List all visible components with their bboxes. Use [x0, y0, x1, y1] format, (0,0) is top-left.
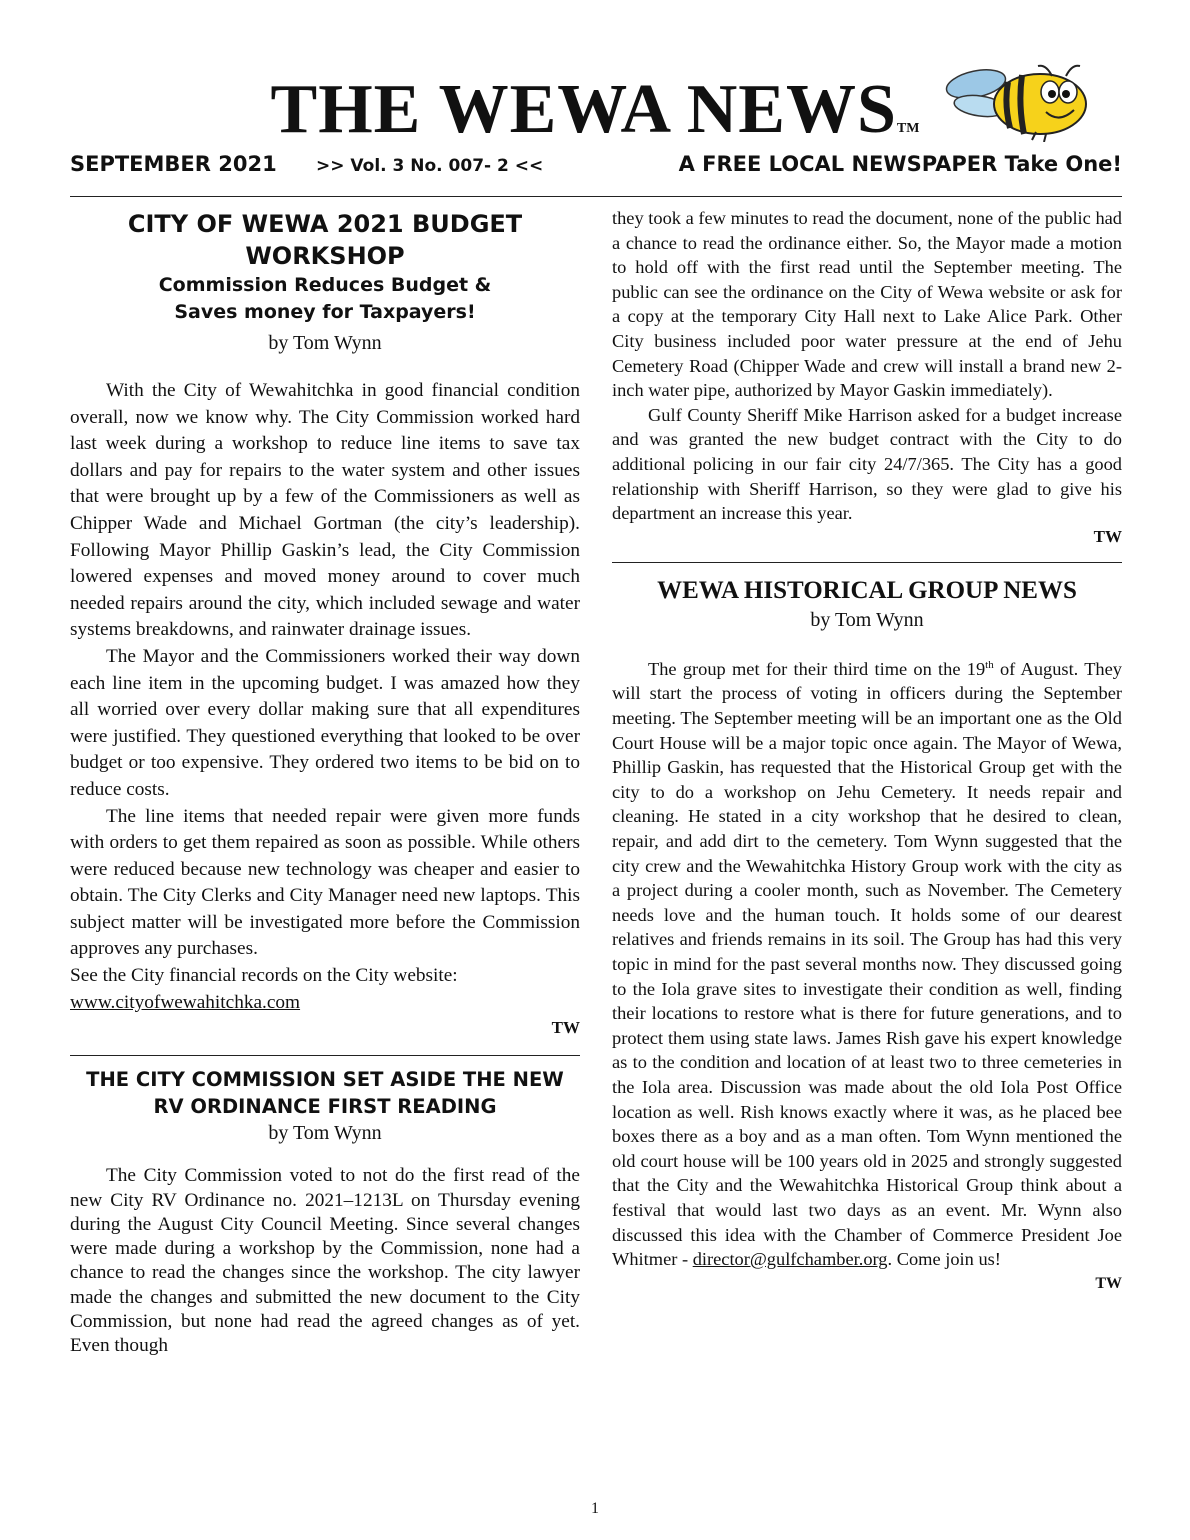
article2-paragraph-continued: they took a few minutes to read the document, none of the public had a chance to read the ordinance either. So, the Mayor made a motion to hold off with the first read until the September meeting. The public can see the ordinance on the City of Wewa website or ask for a copy at the temporary City Hall next to Lake Alice Park. Other City business included poor water pressure at the end of Jehu Cemetery Road (Chipper Wade and crew will install a brand new 2-inch water pipe, authorized by Mayor Gaskin immediately). — [612, 208, 1122, 401]
article1-paragraph: See the City financial records on the City website: — [70, 965, 458, 987]
article1-subhead1: Commission Reduces Budget & — [158, 274, 492, 296]
newspaper-title: THE WEWA NEWS — [270, 71, 897, 148]
article2-byline: by Tom Wynn — [268, 1122, 382, 1145]
bee-icon — [938, 62, 1103, 142]
article1-byline: by Tom Wynn — [268, 332, 382, 354]
article2-signature: TW — [1093, 526, 1122, 546]
article1-subhead2: Saves money for Taxpayers! — [174, 301, 476, 323]
article2-paragraph: The City Commission voted to not do the first read of the new City RV Ordinance no. 2021–1213L on Thursday evening during the August City Council Meeting. Since several changes were made during a workshop by the Commission, none had a chance to read the changes since the workshop. The city lawyer made the changes and submitted the new document to the City Commission, but none had read the agreed changes as of yet. Even though — [70, 1165, 580, 1357]
issue-date: SEPTEMBER 2021 — [70, 152, 277, 176]
article-divider — [612, 548, 1122, 563]
masthead-rule — [70, 196, 1122, 197]
left-column — [70, 208, 580, 1359]
article1-headline: CITY OF WEWA 2021 BUDGET WORKSHOP — [127, 210, 523, 270]
article3-byline: by Tom Wynn — [810, 608, 924, 631]
article-divider — [70, 1040, 580, 1056]
article1-paragraph: With the City of Wewahitchka in good financial condition overall, now we know why. The City Commission worked hard last week during a workshop to reduce line items to save tax dollars and pay for repairs to the water system and other issues that were brought up by a few of the Commissioners as well as Chipper Wade and Michael Gortman (the city’s leadership). Following Mayor Phillip Gaskin’s lead, the City Commission lowered expenses and moved money around to cover much needed repairs around the city, which included sewage and water systems breakdowns, and rainwater drainage issues. — [70, 380, 580, 641]
chamber-email-link[interactable]: director@gulfchamber.org — [692, 1249, 888, 1270]
city-website-link[interactable]: www.cityofwewahitchka.com — [70, 991, 301, 1013]
article3-headline: WEWA HISTORICAL GROUP NEWS — [657, 576, 1077, 604]
article1-signature: TW — [551, 1018, 580, 1038]
page-number: 1 — [591, 1500, 599, 1517]
article2-paragraph: Gulf County Sheriff Mike Harrison asked for a budget increase and was granted the new budget contract with the City to do additional policing in our fair city 24/7/365. The City has a good relationship with Sheriff Harrison, so they were glad to give his department an increase this year. — [612, 404, 1122, 524]
article3-paragraph: The group met for their third time on the 19th of August. They will start the process of voting in officers during the September meeting. The September meeting will be an important one as the Old Court House will be a major topic once again. The Mayor of Wewa, Phillip Gaskin, has requested that the Historical Group get with the city to do a workshop on Jehu Cemetery. It needs repair and cleaning. He stated in a city workshop that he desired to clean, repair, and add dirt to the cemetery. Tom Wynn suggested that the city crew and the Wewahitchka History Group work with the city as a project during a cooler month, such as November. The Cemetery needs love and the human touch. It holds some of our dearest relatives and friends remains in its soil. The Group has had this very topic in mind for the past several months now. They discussed going to the Iola grave sites to investigate their condition as well, finding their locations to restore what is there for future generations, and to protect them using state laws. James Rish gave his expert knowledge as to the condition and location of at least two to three cemeteries in the Iola area. Discussion was made about the old Iola Post Office location as well. Rish knows exactly where it was, as he placed bee boxes there as a boy and as a man often. Tom Wynn mentioned the old court house will be 100 years old in 2025 and strongly suggested that the City and the Wewahitchka Historical Group think about a festival that would last two days as an event. Mr. Wynn also discussed this idea with the Chamber of Commerce President Joe Whitmer - director@gulfchamber.org. Come join us! — [612, 658, 1122, 1270]
trademark-mark: TM — [896, 121, 920, 136]
article1-paragraph: The line items that needed repair were given more funds with orders to get them repaired as soon as possible. While others were reduced because new technology was cheaper and easier to obtain. The City Clerks and City Manager need new laptops. This subject matter will be investigated more before the Commission approves any purchases. — [70, 805, 580, 960]
tagline: A FREE LOCAL NEWSPAPER Take One! — [678, 152, 1122, 176]
issue-bar — [70, 152, 1122, 186]
article1-paragraph: The Mayor and the Commissioners worked their way down each line item in the upcoming budget. I was amazed how they all worried over every dollar making sure that all expenditures were justified. They questioned everything that looked to be over budget or too expensive. They ordered two items to be bid on to reduce costs. — [70, 645, 580, 800]
article3-signature: TW — [1095, 1274, 1122, 1292]
issue-volume: >> Vol. 3 No. 007- 2 << — [316, 156, 544, 176]
article2-headline: THE CITY COMMISSION SET ASIDE THE NEW RV ORDINANCE FIRST READING — [86, 1068, 564, 1119]
right-column — [612, 206, 1122, 1296]
